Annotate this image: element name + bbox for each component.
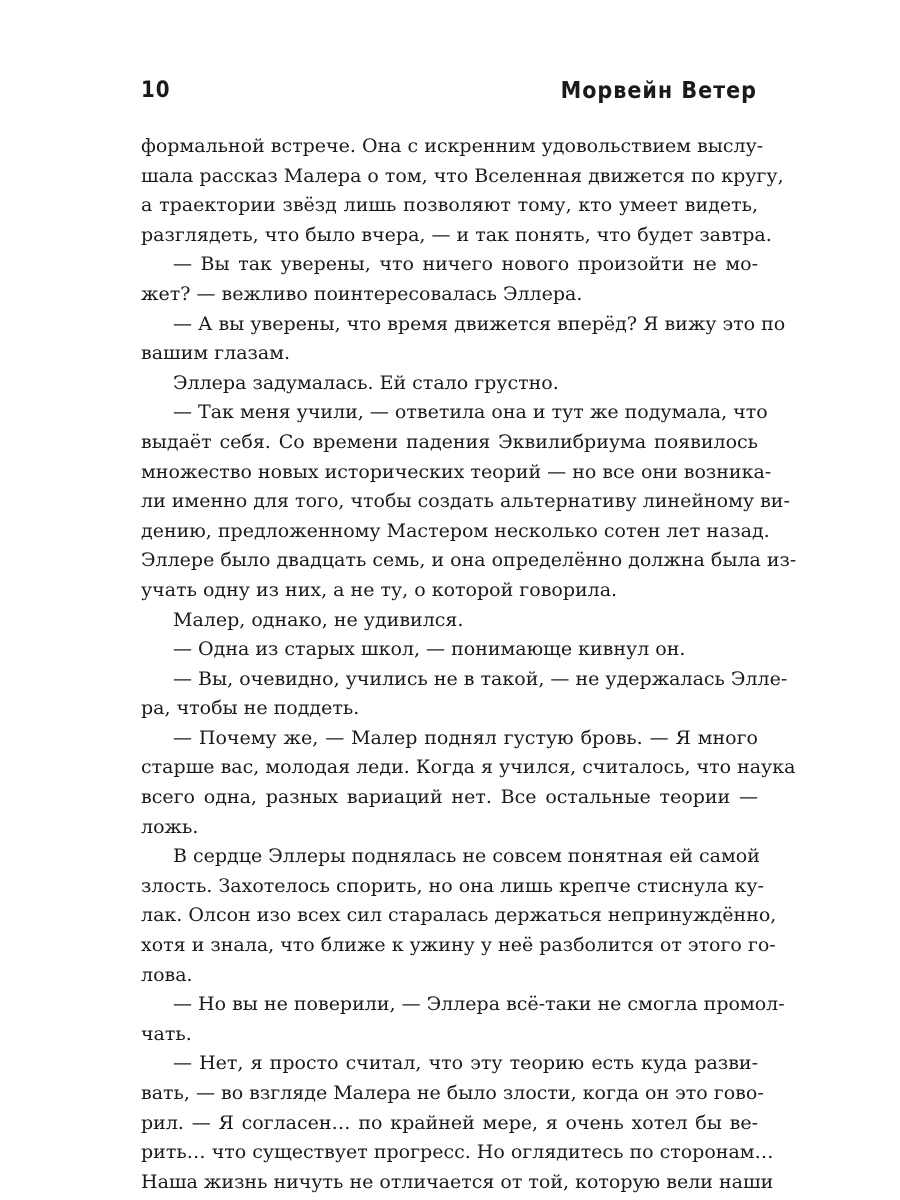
running-head: Морвейн Ветер xyxy=(560,78,757,104)
text-line: разглядеть, что было вчера, — и так понять, что будет завтра. xyxy=(141,223,772,246)
text-line: злость. Захотелось спорить, но она лишь крепче стиснула ку- xyxy=(141,874,764,897)
text-line: а траектории звёзд лишь позволяют тому, кто умеет видеть, xyxy=(141,194,758,217)
text-line: чать. xyxy=(141,1022,192,1045)
paragraph xyxy=(141,369,758,399)
text-line: — Так меня учили, — ответила она и тут же подумала, что xyxy=(173,401,768,424)
text-line: Эллере было двадцать семь, и она определённо должна была из- xyxy=(141,549,797,572)
text-line: — Одна из старых школ, — понимающе кивнул он. xyxy=(173,638,686,661)
text-line: шала рассказ Малера о том, что Вселенная движется по кругу, xyxy=(141,164,784,187)
text-line: всего одна, разных вариаций нет. Все остальные теории — xyxy=(141,786,758,809)
text-line: — Но вы не поверили, — Эллера всё-таки не смогла промол- xyxy=(173,993,785,1016)
paragraph xyxy=(141,990,785,1049)
text-line: Наша жизнь ничуть не отличается от той, которую вели наши xyxy=(141,1170,774,1193)
paragraph xyxy=(141,310,786,369)
text-line: учать одну из них, а не ту, о которой говорила. xyxy=(141,578,618,601)
text-line: — А вы уверены, что время движется вперёд? Я вижу это по xyxy=(173,312,786,335)
text-line: ра, чтобы не поддеть. xyxy=(141,697,360,720)
text-line: В сердце Эллеры поднялась не совсем понятная ей самой xyxy=(173,845,760,868)
text-line: формальной встрече. Она с искренним удовольствием выслу- xyxy=(141,135,764,157)
paragraph xyxy=(141,724,796,842)
text-line: вать, — во взгляде Малера не было злости, когда он это гово- xyxy=(141,1082,764,1104)
text-line: рил. — Я согласен… по крайней мере, я очень хотел бы ве- xyxy=(141,1111,758,1134)
text-line: множество новых исторических теорий — но все они возника- xyxy=(141,460,772,483)
text-line: хотя и знала, что ближе к ужину у неё разболится от этого го- xyxy=(141,934,776,957)
text-line: Малер, однако, не удивился. xyxy=(173,608,464,631)
paragraph xyxy=(141,398,797,605)
paragraph xyxy=(141,250,758,309)
text-line: — Почему же, — Малер поднял густую бровь. — Я много xyxy=(173,726,758,749)
paragraph xyxy=(141,635,758,665)
text-line: лак. Олсон изо всех сил старалась держаться непринуждённо, xyxy=(141,904,777,927)
text-line: рить… что существует прогресс. Но оглядитесь по сторонам… xyxy=(141,1141,774,1164)
page-number: 10 xyxy=(141,78,171,103)
text-line: дению, предложенному Мастером несколько сотен лет назад. xyxy=(141,519,770,542)
text-line: — Нет, я просто считал, что эту теорию есть куда разви- xyxy=(173,1052,758,1075)
text-line: Эллера задумалась. Ей стало грустно. xyxy=(173,371,559,394)
text-line: лова. xyxy=(141,963,193,986)
text-line: выдаёт себя. Со времени падения Эквилибриума появилось xyxy=(141,430,758,453)
text-line: ли именно для того, чтобы создать альтернативу линейному ви- xyxy=(141,490,790,513)
text-line: — Вы так уверены, что ничего нового произойти не мо- xyxy=(173,253,758,276)
body-text xyxy=(141,132,797,1197)
text-line: ложь. xyxy=(141,815,199,838)
text-line: — Вы, очевидно, учились не в такой, — не удержалась Элле- xyxy=(173,667,788,690)
text-line: жет? — вежливо поинтересовалась Эллера. xyxy=(141,282,583,305)
paragraph xyxy=(141,1049,774,1197)
paragraph xyxy=(141,606,758,636)
paragraph xyxy=(141,132,784,250)
paragraph xyxy=(141,842,777,990)
text-line: старше вас, молодая леди. Когда я учился, считалось, что наука xyxy=(141,756,796,779)
paragraph xyxy=(141,665,788,724)
text-line: вашим глазам. xyxy=(141,342,291,365)
